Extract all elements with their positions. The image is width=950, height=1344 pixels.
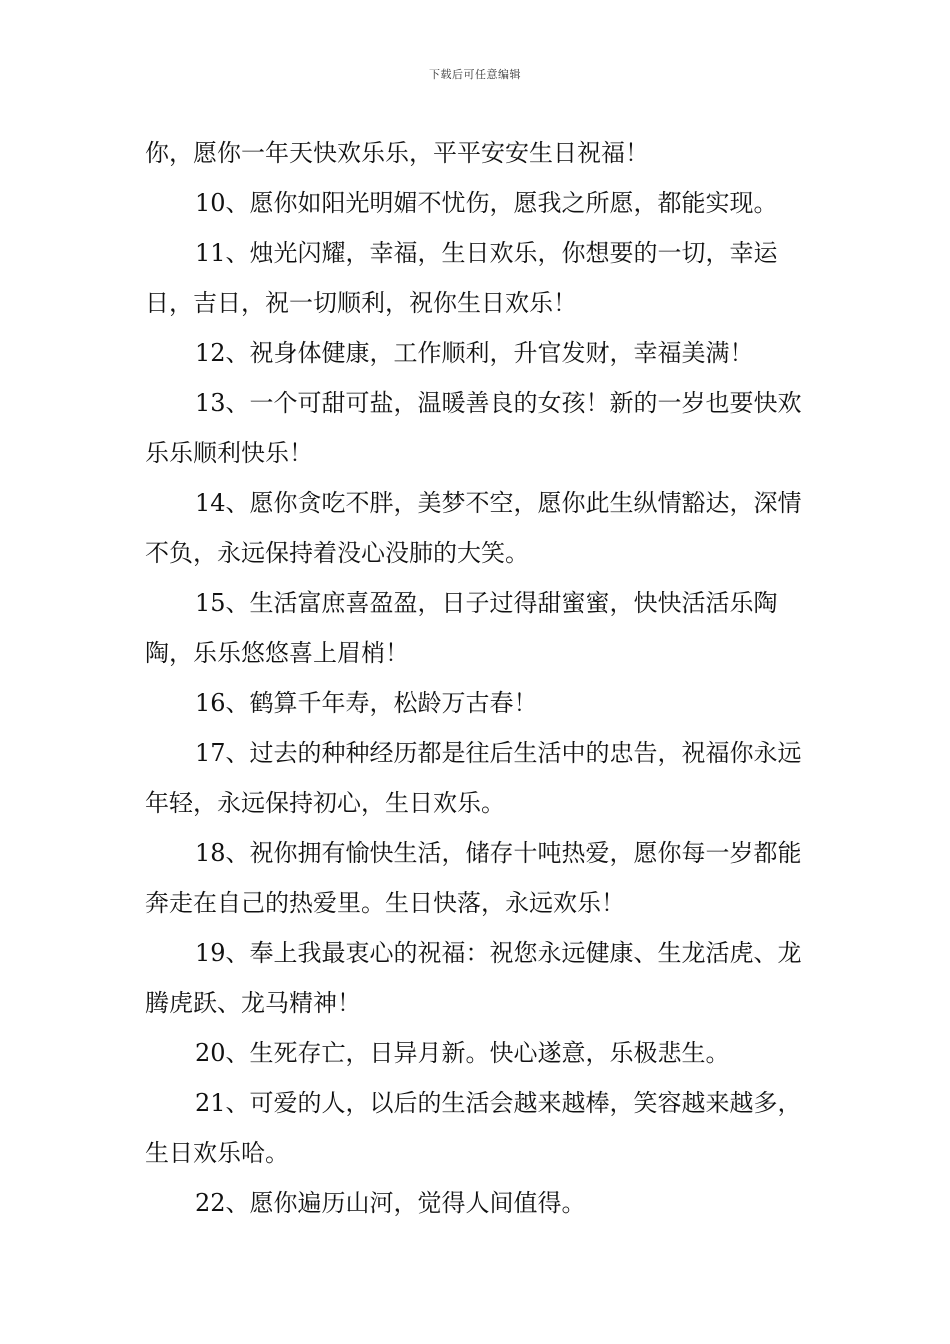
paragraph-item-12: 12、祝身体健康，工作顺利，升官发财，幸福美满！ xyxy=(195,339,754,367)
paragraph-item-16: 16、鹤算千年寿，松龄万古春！ xyxy=(195,689,538,717)
paragraph-item-22: 22、愿你遍历山河，觉得人间值得。 xyxy=(195,1189,586,1217)
paragraph-item-13: 13、一个可甜可盐，温暖善良的女孩！新的一岁也要快欢乐乐顺利快乐！ xyxy=(145,389,802,467)
paragraph-continuation: 你，愿你一年天快欢乐乐，平平安安生日祝福！ xyxy=(145,139,649,167)
paragraph-item-14: 14、愿你贪吃不胖，美梦不空，愿你此生纵情豁达，深情不负，永远保持着没心没肺的大笑。 xyxy=(145,489,802,567)
paragraph-item-11: 11、烛光闪耀，幸福，生日欢乐，你想要的一切，幸运日，吉日，祝一切顺利，祝你生日欢乐！ xyxy=(145,239,778,317)
page-header: 下载后可任意编辑 xyxy=(429,68,521,81)
paragraph-item-19: 19、奉上我最衷心的祝福：祝您永远健康、生龙活虎、龙腾虎跃、龙马精神！ xyxy=(145,939,802,1017)
paragraph-item-18: 18、祝你拥有愉快生活，储存十吨热爱，愿你每一岁都能奔走在自己的热爱里。生日快落，永远欢乐！ xyxy=(145,839,802,917)
paragraph-item-15: 15、生活富庶喜盈盈，日子过得甜蜜蜜，快快活活乐陶陶，乐乐悠悠喜上眉梢！ xyxy=(145,589,778,667)
paragraph-item-17: 17、过去的种种经历都是往后生活中的忠告，祝福你永远年轻，永远保持初心，生日欢乐。 xyxy=(145,739,802,817)
paragraph-item-21: 21、可爱的人，以后的生活会越来越棒，笑容越来越多，生日欢乐哈。 xyxy=(145,1089,802,1167)
document-body xyxy=(145,128,810,1228)
paragraph-item-10: 10、愿你如阳光明媚不忧伤，愿我之所愿，都能实现。 xyxy=(195,189,778,217)
paragraph-item-20: 20、生死存亡，日异月新。快心遂意，乐极悲生。 xyxy=(195,1039,730,1067)
